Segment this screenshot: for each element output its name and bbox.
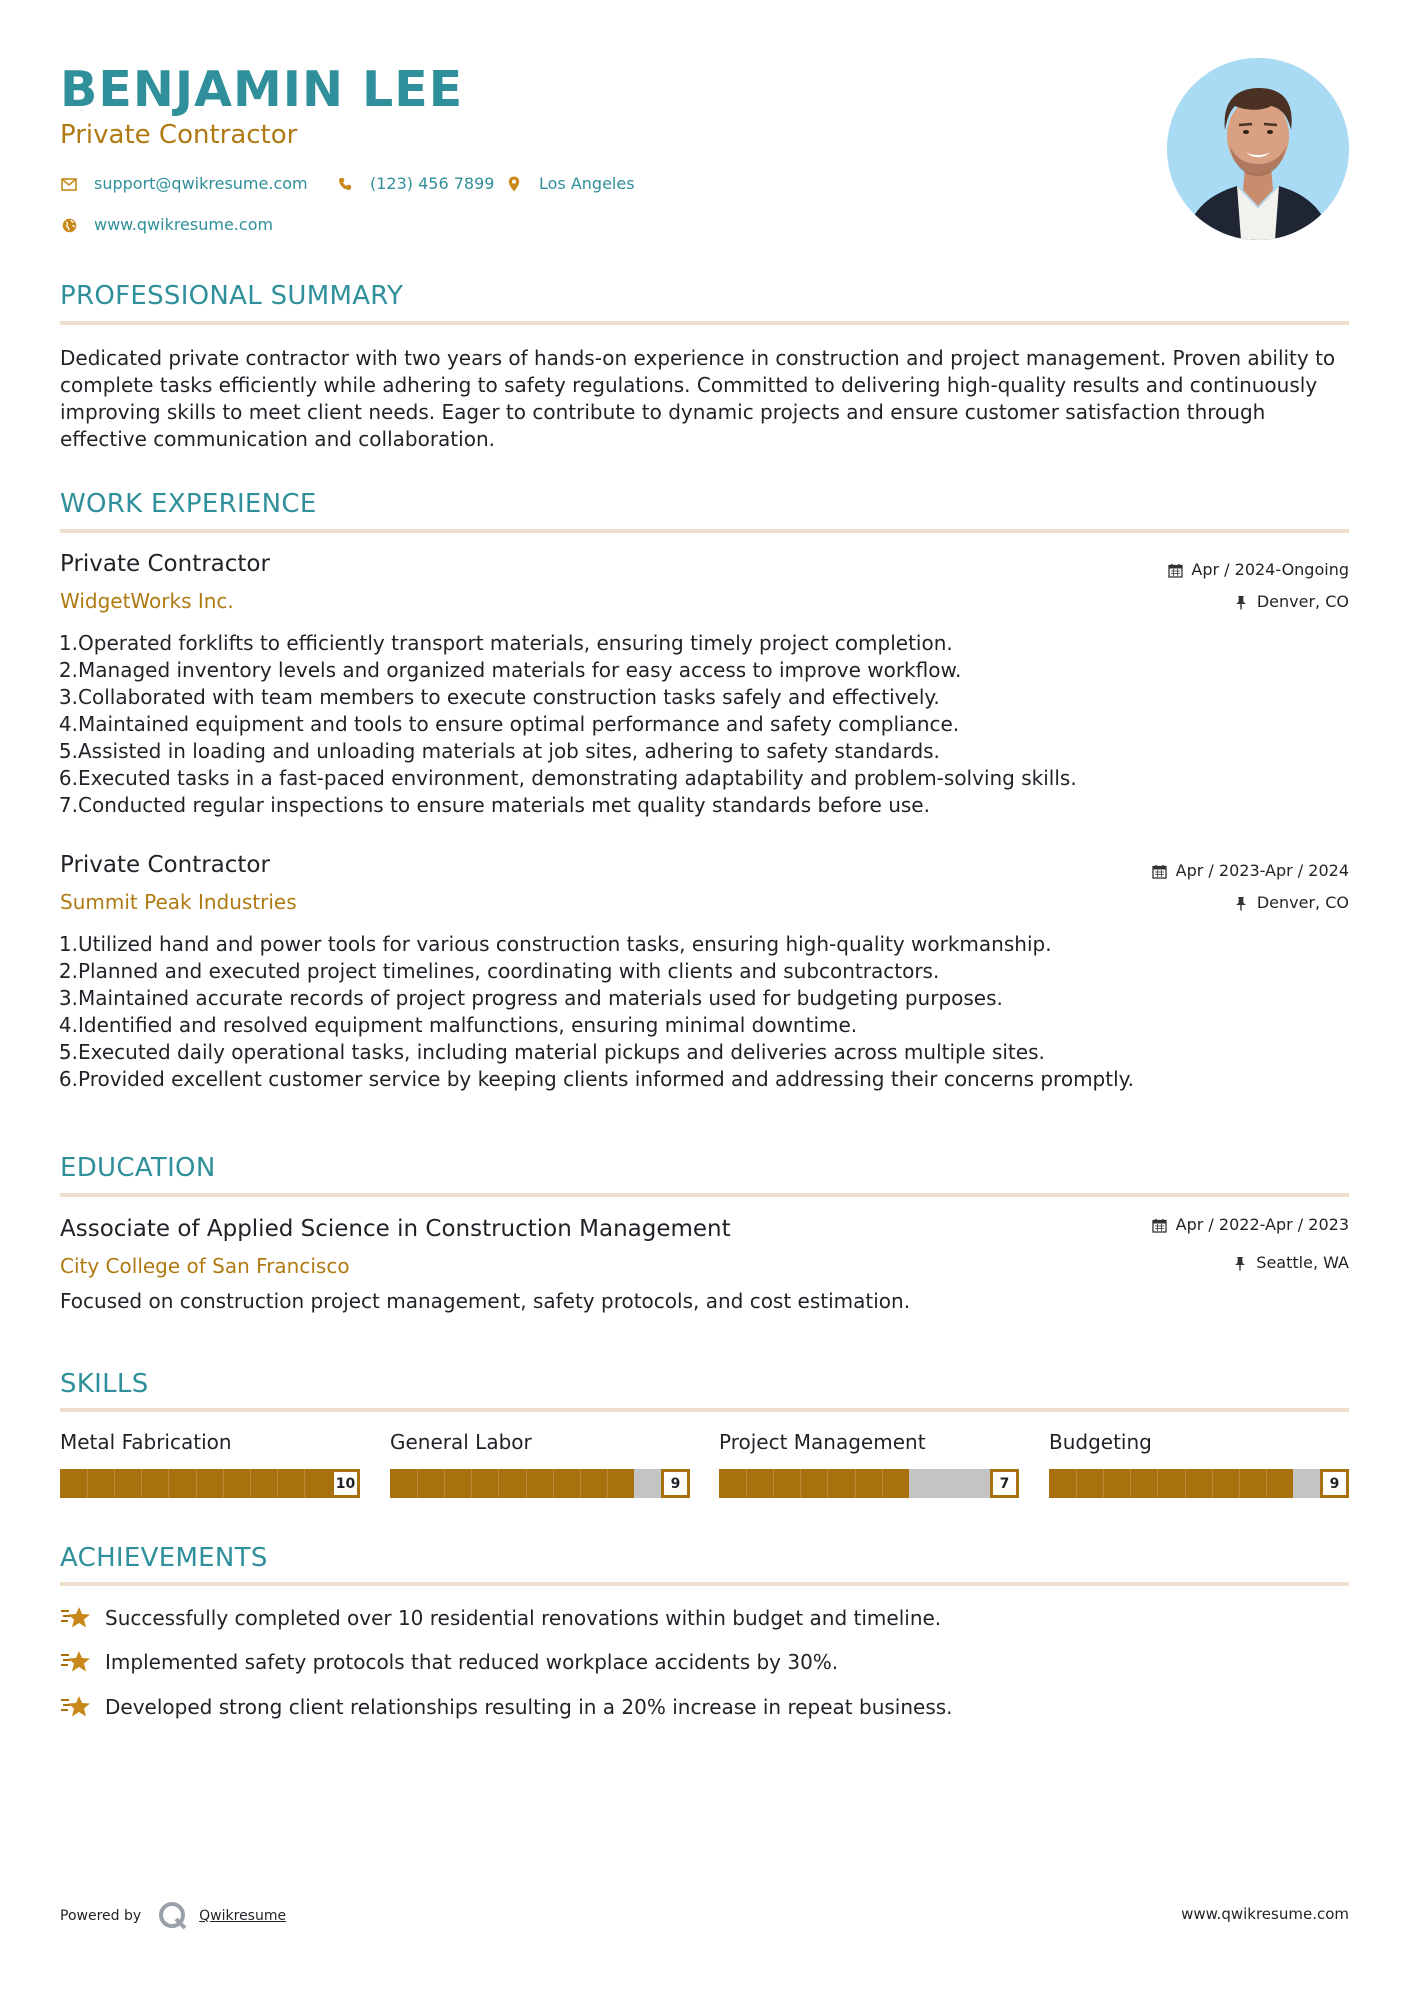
candidate-name: BENJAMIN LEE bbox=[60, 61, 464, 118]
job-bullet-list bbox=[46, 630, 1346, 819]
school-name: City College of San Francisco bbox=[60, 1254, 350, 1278]
degree-title: Associate of Applied Science in Construction Management bbox=[60, 1216, 731, 1242]
skill-level-segment bbox=[250, 1469, 251, 1498]
skills-heading: SKILLS bbox=[60, 1369, 149, 1399]
job-location bbox=[1233, 591, 1349, 613]
job-location-text: Denver, CO bbox=[1256, 592, 1349, 611]
skill-level-segment bbox=[1076, 1469, 1077, 1498]
education-dates bbox=[1152, 1214, 1349, 1236]
skill-level-segment bbox=[800, 1469, 801, 1498]
skill-level-segment bbox=[1212, 1469, 1213, 1498]
skill-level-segment bbox=[471, 1469, 472, 1498]
skill-level-segment bbox=[498, 1469, 499, 1498]
contact-phone-text: (123) 456 7899 bbox=[370, 174, 495, 193]
education-description: Focused on construction project management, safety protocols, and cost estimation. bbox=[60, 1289, 911, 1313]
pushpin-icon bbox=[1232, 1255, 1248, 1271]
job-company: Summit Peak Industries bbox=[60, 890, 297, 914]
list-item: 1. Utilized hand and power tools for various construction tasks, ensuring high-quality workmanship. bbox=[58, 932, 1052, 956]
skill-level-segment bbox=[304, 1469, 305, 1498]
contact-location-text: Los Angeles bbox=[539, 174, 635, 193]
skill-level-fill bbox=[1049, 1469, 1293, 1498]
phone-icon bbox=[336, 175, 354, 193]
contact-email[interactable] bbox=[60, 173, 308, 195]
skill-name: Project Management bbox=[719, 1430, 926, 1454]
job-dates-text: Apr / 2024-Ongoing bbox=[1191, 560, 1349, 579]
skill-level-fill bbox=[60, 1469, 360, 1498]
skill-level-segment bbox=[1266, 1469, 1267, 1498]
skill-name: General Labor bbox=[390, 1430, 532, 1454]
list-item: 2. Managed inventory levels and organized materials for easy access to improve workflow. bbox=[58, 658, 962, 682]
list-item: 5. Assisted in loading and unloading materials at job sites, adhering to safety standards. bbox=[58, 739, 940, 763]
list-item: 5. Executed daily operational tasks, including material pickups and deliveries across multiple sites. bbox=[58, 1040, 1045, 1064]
contact-location bbox=[505, 173, 635, 195]
contact-website[interactable] bbox=[60, 214, 273, 236]
skill-level-fill bbox=[390, 1469, 634, 1498]
skill-level-segment bbox=[277, 1469, 278, 1498]
job-title: Private Contractor bbox=[60, 852, 270, 878]
skill-level-segment bbox=[1239, 1469, 1240, 1498]
footer-powered-by bbox=[60, 1900, 286, 1932]
list-item: 6. Provided excellent customer service by keeping clients informed and addressing their concerns promptly. bbox=[58, 1067, 1134, 1091]
skill-level-segment bbox=[87, 1469, 88, 1498]
achievements-heading: ACHIEVEMENTS bbox=[60, 1543, 268, 1573]
section-divider bbox=[60, 321, 1349, 325]
skill-level-segment bbox=[444, 1469, 445, 1498]
list-item: 1. Operated forklifts to efficiently transport materials, ensuring timely project completion. bbox=[58, 631, 953, 655]
qwikresume-logo-icon bbox=[157, 1900, 189, 1932]
profile-photo bbox=[1167, 58, 1349, 240]
skill-level-badge: 10 bbox=[331, 1469, 360, 1498]
pushpin-icon bbox=[1233, 594, 1249, 610]
skill-level-segment bbox=[1185, 1469, 1186, 1498]
skill-level-segment bbox=[1130, 1469, 1131, 1498]
skill-name: Budgeting bbox=[1049, 1430, 1152, 1454]
globe-icon bbox=[60, 216, 78, 234]
section-divider bbox=[60, 1582, 1349, 1586]
skill-level-badge: 7 bbox=[990, 1469, 1019, 1498]
job-location-text: Denver, CO bbox=[1256, 893, 1349, 912]
education-location-text: Seattle, WA bbox=[1256, 1253, 1349, 1272]
skill-level-segment bbox=[114, 1469, 115, 1498]
section-divider bbox=[60, 1193, 1349, 1197]
job-location bbox=[1233, 892, 1349, 914]
job-company: WidgetWorks Inc. bbox=[60, 589, 234, 613]
education-heading: EDUCATION bbox=[60, 1153, 216, 1183]
education-dates-text: Apr / 2022-Apr / 2023 bbox=[1175, 1215, 1349, 1234]
skill-level-bar bbox=[1049, 1469, 1349, 1498]
skill-level-segment bbox=[417, 1469, 418, 1498]
star-icon bbox=[60, 1694, 94, 1720]
skill-item bbox=[60, 1429, 360, 1492]
skill-level-segment bbox=[526, 1469, 527, 1498]
job-dates-text: Apr / 2023-Apr / 2024 bbox=[1175, 861, 1349, 880]
contact-website-text: www.qwikresume.com bbox=[94, 215, 274, 234]
skill-level-segment bbox=[882, 1469, 883, 1498]
education-location bbox=[1232, 1252, 1349, 1274]
qwikresume-link[interactable]: Qwikresume bbox=[199, 1908, 287, 1924]
summary-heading: PROFESSIONAL SUMMARY bbox=[60, 281, 404, 311]
skill-level-bar bbox=[719, 1469, 1019, 1498]
summary-text: Dedicated private contractor with two years of hands-on experience in construction and project management. Proven ability to complete tasks efficiently while adhering to safety regulations. Committed to delivering high-quality results and continuously improving skills to meet client needs. Eager to contribute to dynamic projects and ensure customer satisfaction through effective communication and collaboration. bbox=[60, 346, 1336, 451]
skill-level-segment bbox=[553, 1469, 554, 1498]
skill-level-badge: 9 bbox=[1320, 1469, 1349, 1498]
achievement-item: Successfully completed over 10 residential renovations within budget and timeline. bbox=[60, 1605, 941, 1631]
skill-level-segment bbox=[746, 1469, 747, 1498]
experience-heading: WORK EXPERIENCE bbox=[60, 489, 317, 519]
skill-item bbox=[719, 1429, 1019, 1492]
calendar-icon bbox=[1152, 1217, 1168, 1233]
skill-level-segment bbox=[855, 1469, 856, 1498]
skill-level-segment bbox=[223, 1469, 224, 1498]
job-bullet-list bbox=[46, 931, 1346, 1093]
skill-level-segment bbox=[168, 1469, 169, 1498]
list-item: 6. Executed tasks in a fast-paced environment, demonstrating adaptability and problem-solving skills. bbox=[58, 766, 1077, 790]
candidate-title: Private Contractor bbox=[60, 120, 298, 150]
skill-level-fill bbox=[719, 1469, 909, 1498]
skill-level-segment bbox=[773, 1469, 774, 1498]
job-title: Private Contractor bbox=[60, 551, 270, 577]
skill-level-segment bbox=[607, 1469, 608, 1498]
envelope-icon bbox=[60, 175, 78, 193]
star-icon bbox=[60, 1605, 94, 1631]
job-dates bbox=[1167, 559, 1349, 581]
pushpin-icon bbox=[1233, 895, 1249, 911]
section-divider bbox=[60, 529, 1349, 533]
skill-level-segment bbox=[1157, 1469, 1158, 1498]
list-item: 4. Maintained equipment and tools to ensure optimal performance and safety compliance. bbox=[58, 712, 960, 736]
footer-website[interactable]: www.qwikresume.com bbox=[1181, 1905, 1349, 1923]
skill-level-bar bbox=[60, 1469, 360, 1498]
skill-item bbox=[390, 1429, 690, 1492]
skill-level-bar bbox=[390, 1469, 690, 1498]
calendar-icon bbox=[1152, 863, 1168, 879]
skill-level-segment bbox=[1103, 1469, 1104, 1498]
list-item: 3. Collaborated with team members to execute construction tasks safely and effectively. bbox=[58, 685, 940, 709]
list-item: 4. Identified and resolved equipment malfunctions, ensuring minimal downtime. bbox=[58, 1013, 858, 1037]
achievement-item: Developed strong client relationships resulting in a 20% increase in repeat business. bbox=[60, 1694, 953, 1720]
list-item: 2. Planned and executed project timelines, coordinating with clients and subcontractors. bbox=[58, 959, 940, 983]
skill-level-badge: 9 bbox=[661, 1469, 690, 1498]
powered-by-label: Powered by bbox=[60, 1908, 142, 1924]
achievement-item: Implemented safety protocols that reduced workplace accidents by 30%. bbox=[60, 1649, 838, 1675]
list-item: 7. Conducted regular inspections to ensure materials met quality standards before use. bbox=[58, 793, 930, 817]
list-item: 3. Maintained accurate records of project progress and materials used for budgeting purposes. bbox=[58, 986, 1003, 1010]
calendar-icon bbox=[1167, 562, 1183, 578]
skill-level-segment bbox=[141, 1469, 142, 1498]
skill-level-segment bbox=[196, 1469, 197, 1498]
skill-item bbox=[1049, 1429, 1349, 1492]
section-divider bbox=[60, 1408, 1349, 1412]
star-icon bbox=[60, 1649, 94, 1675]
skill-level-segment bbox=[827, 1469, 828, 1498]
job-dates bbox=[1152, 860, 1349, 882]
map-pin-icon bbox=[505, 175, 523, 193]
skill-level-segment bbox=[580, 1469, 581, 1498]
contact-email-text: support@qwikresume.com bbox=[94, 174, 308, 193]
skill-name: Metal Fabrication bbox=[60, 1430, 232, 1454]
contact-phone[interactable] bbox=[336, 173, 494, 195]
